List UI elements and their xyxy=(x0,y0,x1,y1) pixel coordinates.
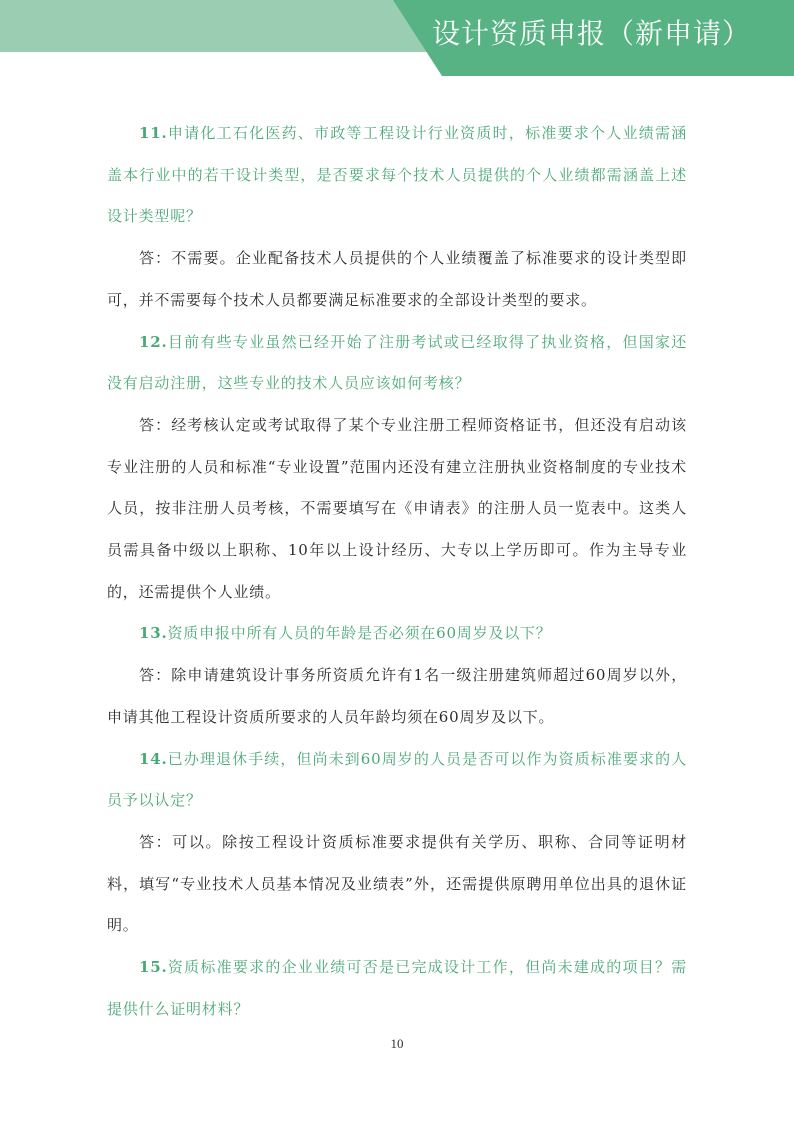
question-number: 15. xyxy=(139,958,168,977)
document-body xyxy=(107,113,687,1030)
question-15 xyxy=(107,947,687,1030)
answer-11: 答：不需要。企业配备技术人员提供的个人业绩覆盖了标准要求的设计类型即可，并不需要每个技术人员都要满足标准要求的全部设计类型的要求。 xyxy=(107,249,687,309)
question-text: 资质标准要求的企业业绩可否是已完成设计工作，但尚未建成的项目？需提供什么证明材料？ xyxy=(107,958,687,1018)
answer-14: 答：可以。除按工程设计资质标准要求提供有关学历、职称、合同等证明材料，填写“专业技术人员基本情况及业绩表”外，还需提供原聘用单位出具的退休证明。 xyxy=(107,832,687,935)
question-12 xyxy=(107,322,687,405)
question-number: 11. xyxy=(139,124,168,142)
question-number: 13. xyxy=(139,624,168,643)
question-number: 12. xyxy=(139,332,168,351)
question-text: 申请化工石化医药、市政等工程设计行业资质时，标准要求个人业绩需涵盖本行业中的若干设计类型，是否要求每个技术人员提供的个人业绩都需涵盖上述设计类型呢？ xyxy=(107,124,687,226)
answer-12: 答：经考核认定或考试取得了某个专业注册工程师资格证书，但还没有启动该专业注册的人员和标准“专业设置”范围内还没有建立注册执业资格制度的专业技术人员，按非注册人员考核，不需要填写在《申请表》的注册人员一览表中。这类人员需具备中级以上职称、10年以上设计经历、大专以上学历即可。作为主导专业的，还需提供个人业绩。 xyxy=(107,415,687,601)
question-text: 目前有些专业虽然已经开始了注册考试或已经取得了执业资格，但国家还没有启动注册，这些专业的技术人员应该如何考核？ xyxy=(107,332,687,393)
question-text: 资质申报中所有人员的年龄是否必须在60周岁及以下？ xyxy=(167,624,552,643)
question-11 xyxy=(107,113,687,238)
question-number: 14. xyxy=(139,749,168,768)
header-light-band xyxy=(0,0,430,52)
answer-13: 答：除申请建筑设计事务所资质允许有1名一级注册建筑师超过60周岁以外，申请其他工程设计资质所要求的人员年龄均须在60周岁及以下。 xyxy=(107,666,687,726)
question-text: 已办理退休手续，但尚未到60周岁的人员是否可以作为资质标准要求的人员予以认定？ xyxy=(107,749,687,810)
question-13 xyxy=(107,613,687,655)
page-number: 10 xyxy=(390,1036,404,1051)
question-14 xyxy=(107,739,687,822)
document-title: 设计资质申报（新申请） xyxy=(432,17,752,50)
